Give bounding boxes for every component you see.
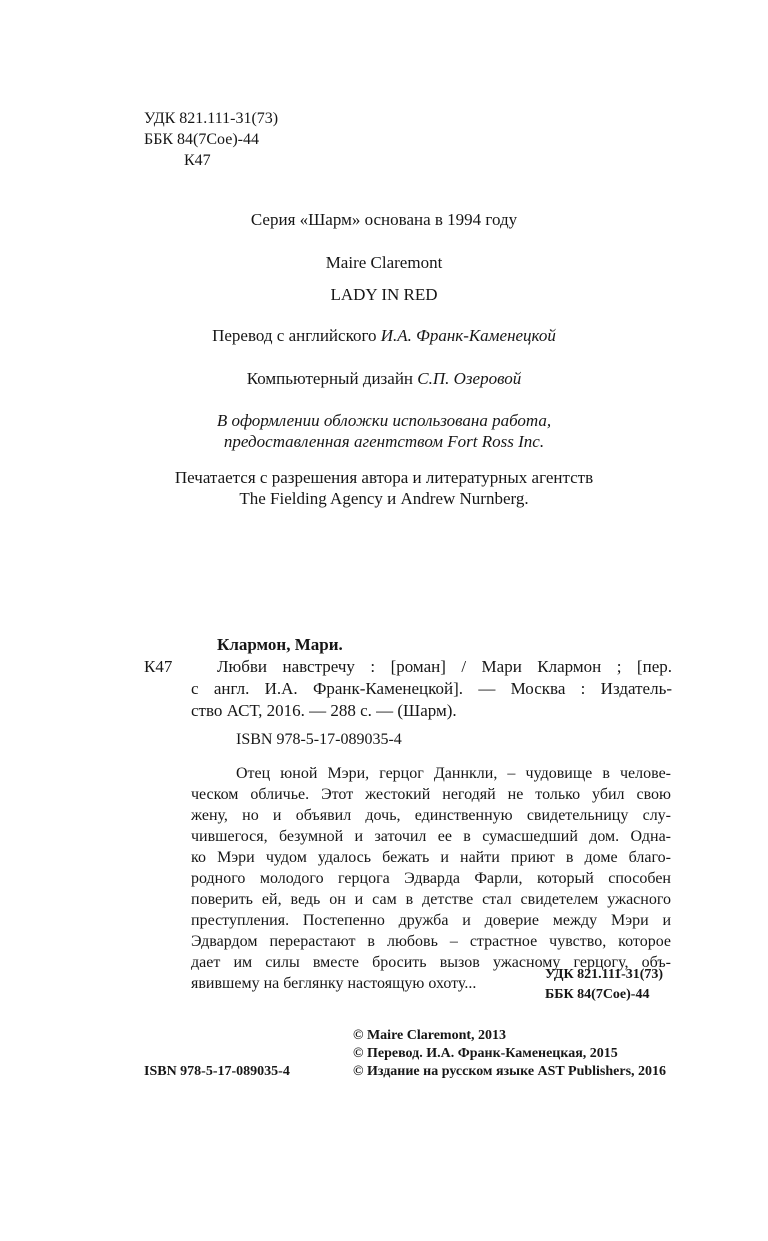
annotation-line: ко Мэри чудом удалось бежать и найти приют в доме благо-: [191, 849, 671, 866]
permission-line-2: The Fielding Agency и Andrew Nurnberg.: [239, 489, 529, 508]
copyright-isbn: ISBN 978-5-17-089035-4: [144, 1064, 290, 1079]
series-line: Серия «Шарм» основана в 1994 году: [250, 210, 518, 229]
copyright-line: © Maire Claremont, 2013: [353, 1028, 507, 1043]
catalog-description-cont: [191, 678, 672, 722]
permission-line-1: Печатается с разрешения автора и литературных агентств: [174, 468, 594, 487]
copyright-line: © Перевод. И.А. Франк-Каменецкая, 2015: [353, 1046, 618, 1061]
catalog-description-line: Любви навстречу : [роман] / Мари Клармон ; [пер.: [217, 657, 672, 676]
annotation-line: жену, но и объявил дочь, единственную свидетельницу слу-: [191, 807, 671, 824]
cover-note-line-1: В оформлении обложки использована работа,: [216, 411, 552, 430]
annotation-line: Эдвардом перерастают в любовь – страстное чувство, которое: [191, 933, 671, 950]
annotation-line: Отец юной Мэри, герцог Даннкли, – чудовище в челове-: [236, 765, 671, 782]
designer-name: С.П. Озеровой: [417, 369, 522, 388]
catalog-isbn: ISBN 978-5-17-089035-4: [236, 731, 402, 748]
original-title: LADY IN RED: [330, 285, 438, 304]
annotation-line: поверить ей, ведь он и сам в детстве стал свидетелем ужасного: [191, 891, 671, 908]
udk-code: УДК 821.111-31(73): [144, 110, 279, 127]
catalog-author-mark: К47: [144, 657, 173, 676]
design-prefix: Компьютерный дизайн: [246, 369, 418, 388]
catalog-author-heading: Клармон, Мари.: [217, 635, 343, 654]
annotation-line: чившегося, безумной и заточил ее в сумасшедший дом. Одна-: [191, 828, 671, 845]
annotation-line: дает им силы вместе бросить вызов ужасному герцогу, объ-: [191, 954, 671, 971]
annotation-line: преступления. Постепенно дружба и доверие между Мэри и: [191, 912, 671, 929]
catalog-description-line: с англ. И.А. Франк-Каменецкой]. — Москва : Издатель-: [191, 679, 672, 698]
annotation-line: ческом обличье. Этот жестокий негодяй не только убил свою: [191, 786, 671, 803]
bbk-code: ББК 84(7Сое)-44: [144, 131, 259, 148]
annotation-line: явившему на беглянку настоящую охоту...: [191, 975, 477, 992]
annotation-bbk-code: ББК 84(7Сое)-44: [545, 987, 650, 1002]
annotation-line: родного молодого герцога Эдварда Фарли, который способен: [191, 870, 671, 887]
catalog-description-line: ство АСТ, 2016. — 288 с. — (Шарм).: [191, 701, 457, 720]
translation-credit: [0, 325, 768, 347]
annotation-udk-code: УДК 821.111-31(73): [545, 967, 664, 982]
original-author: Maire Claremont: [325, 253, 443, 272]
catalog-description: [217, 656, 672, 678]
copyright-line: © Издание на русском языке AST Publishers, 2016: [353, 1064, 667, 1079]
translation-prefix: Перевод с английского: [212, 326, 381, 345]
translator-name: И.А. Франк-Каменецкой: [380, 326, 556, 345]
author-mark: К47: [184, 152, 211, 169]
annotation: [191, 763, 671, 994]
cover-note-line-2: предоставленная агентством Fort Ross Inc.: [223, 432, 545, 451]
design-credit: [0, 368, 768, 390]
